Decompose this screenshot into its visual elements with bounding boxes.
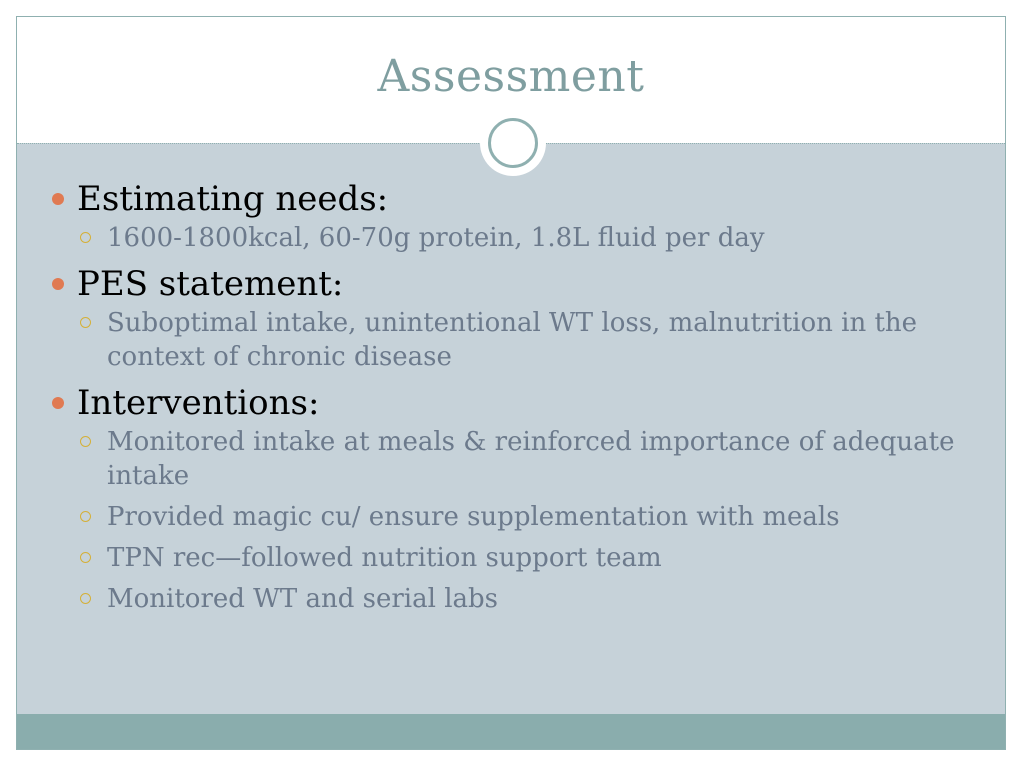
- sub-bullet: [47, 541, 977, 575]
- bullet-pes-statement: [47, 262, 977, 306]
- sub-bullet-ring-icon: [80, 317, 91, 328]
- sub-bullet-text: Monitored intake at meals & reinforced importance of adequate intake: [107, 427, 955, 491]
- sub-bullet-ring-icon: [80, 511, 91, 522]
- slide-title: Assessment: [377, 51, 645, 102]
- slide: [16, 16, 1006, 750]
- circle-ornament-icon: [480, 110, 546, 176]
- bullet-dot-icon: [52, 193, 64, 205]
- slide-body: [47, 175, 977, 623]
- bullet-text: PES statement:: [77, 264, 344, 304]
- sub-bullet: [47, 582, 977, 616]
- bullet-interventions: [47, 381, 977, 425]
- sub-bullet-text: 1600-1800kcal, 60-70g protein, 1.8L fluid per day: [107, 223, 765, 253]
- sub-bullet-ring-icon: [80, 232, 91, 243]
- sub-bullet-text: Provided magic cu/ ensure supplementation with meals: [107, 502, 840, 532]
- sub-bullet-ring-icon: [80, 436, 91, 447]
- ring-icon: [488, 118, 538, 168]
- sub-bullet: [47, 306, 977, 374]
- bullet-estimating-needs: [47, 177, 977, 221]
- sub-bullet-text: TPN rec—followed nutrition support team: [107, 543, 662, 573]
- sub-bullet: [47, 500, 977, 534]
- sub-bullet-ring-icon: [80, 593, 91, 604]
- bullet-text: Estimating needs:: [77, 179, 389, 219]
- sub-bullet: [47, 221, 977, 255]
- sub-bullet-ring-icon: [80, 552, 91, 563]
- sub-bullet: [47, 425, 977, 493]
- bullet-dot-icon: [52, 278, 64, 290]
- bullet-dot-icon: [52, 397, 64, 409]
- footer-bar: [17, 714, 1005, 749]
- bullet-text: Interventions:: [77, 383, 320, 423]
- sub-bullet-text: Suboptimal intake, unintentional WT loss, malnutrition in the context of chronic disease: [107, 308, 918, 372]
- sub-bullet-text: Monitored WT and serial labs: [107, 584, 499, 614]
